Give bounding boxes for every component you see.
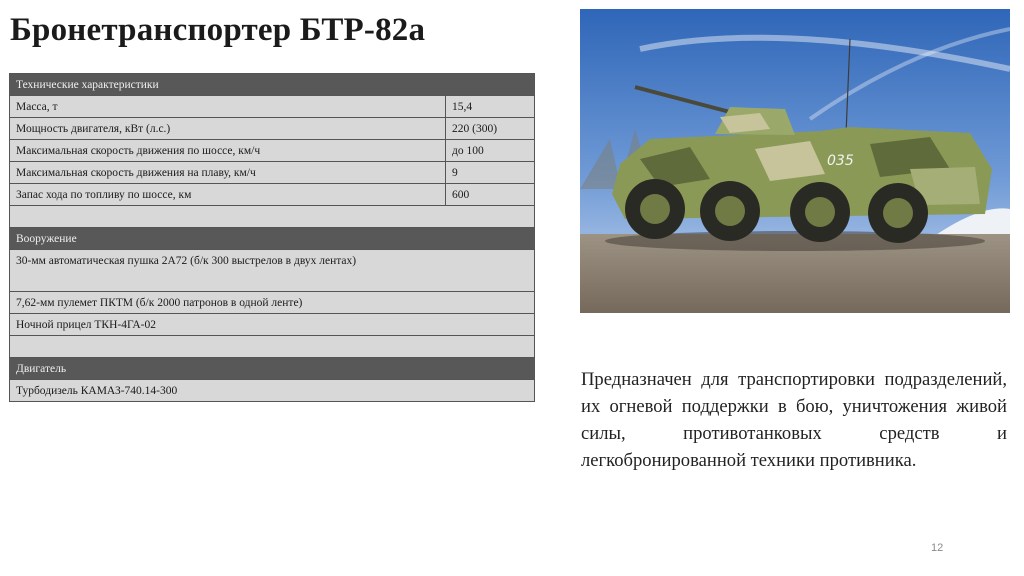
spec-value: 15,4 bbox=[446, 96, 535, 118]
vehicle-photo bbox=[580, 9, 1010, 313]
table-spacer-row bbox=[10, 336, 535, 358]
armament-header: Вооружение bbox=[10, 228, 535, 250]
spec-label: Мощность двигателя, кВт (л.с.) bbox=[10, 118, 446, 140]
armament-header-row bbox=[10, 228, 535, 250]
spec-label: Максимальная скорость движения на плаву, км/ч bbox=[10, 162, 446, 184]
table-row bbox=[10, 140, 535, 162]
armament-item: 30-мм автоматическая пушка 2А72 (б/к 300 выстрелов в двух лентах) bbox=[10, 250, 535, 292]
slide-title: Бронетранспортер БТР-82а bbox=[10, 12, 426, 48]
table-row bbox=[10, 96, 535, 118]
spec-table bbox=[9, 73, 535, 402]
vehicle-description: Предназначен для транспортировки подразделений, их огневой поддержки в бою, уничтожения живой силы, противотанковых средств и легкобронированной техники противника. bbox=[581, 369, 1007, 471]
spec-label: Запас хода по топливу по шоссе, км bbox=[10, 184, 446, 206]
engine-header: Двигатель bbox=[10, 358, 535, 380]
hull-number: 035 bbox=[827, 153, 854, 169]
engine-header-row bbox=[10, 358, 535, 380]
spec-header: Технические характеристики bbox=[10, 74, 535, 96]
armament-item: 7,62-мм пулемет ПКТМ (б/к 2000 патронов в одной ленте) bbox=[10, 292, 535, 314]
table-row bbox=[10, 292, 535, 314]
table-row bbox=[10, 118, 535, 140]
table-row bbox=[10, 314, 535, 336]
table-row bbox=[10, 162, 535, 184]
armament-item: Ночной прицел ТКН-4ГА-02 bbox=[10, 314, 535, 336]
table-row bbox=[10, 380, 535, 402]
spec-value: 9 bbox=[446, 162, 535, 184]
spec-label: Масса, т bbox=[10, 96, 446, 118]
spec-label: Максимальная скорость движения по шоссе, км/ч bbox=[10, 140, 446, 162]
table-row bbox=[10, 184, 535, 206]
engine-item: Турбодизель КАМАЗ-740.14-300 bbox=[10, 380, 535, 402]
spec-value: до 100 bbox=[446, 140, 535, 162]
spec-header-row bbox=[10, 74, 535, 96]
table-row bbox=[10, 250, 535, 292]
spec-value: 600 bbox=[446, 184, 535, 206]
spec-value: 220 (300) bbox=[446, 118, 535, 140]
table-spacer-row bbox=[10, 206, 535, 228]
page-number: 12 bbox=[931, 542, 944, 554]
